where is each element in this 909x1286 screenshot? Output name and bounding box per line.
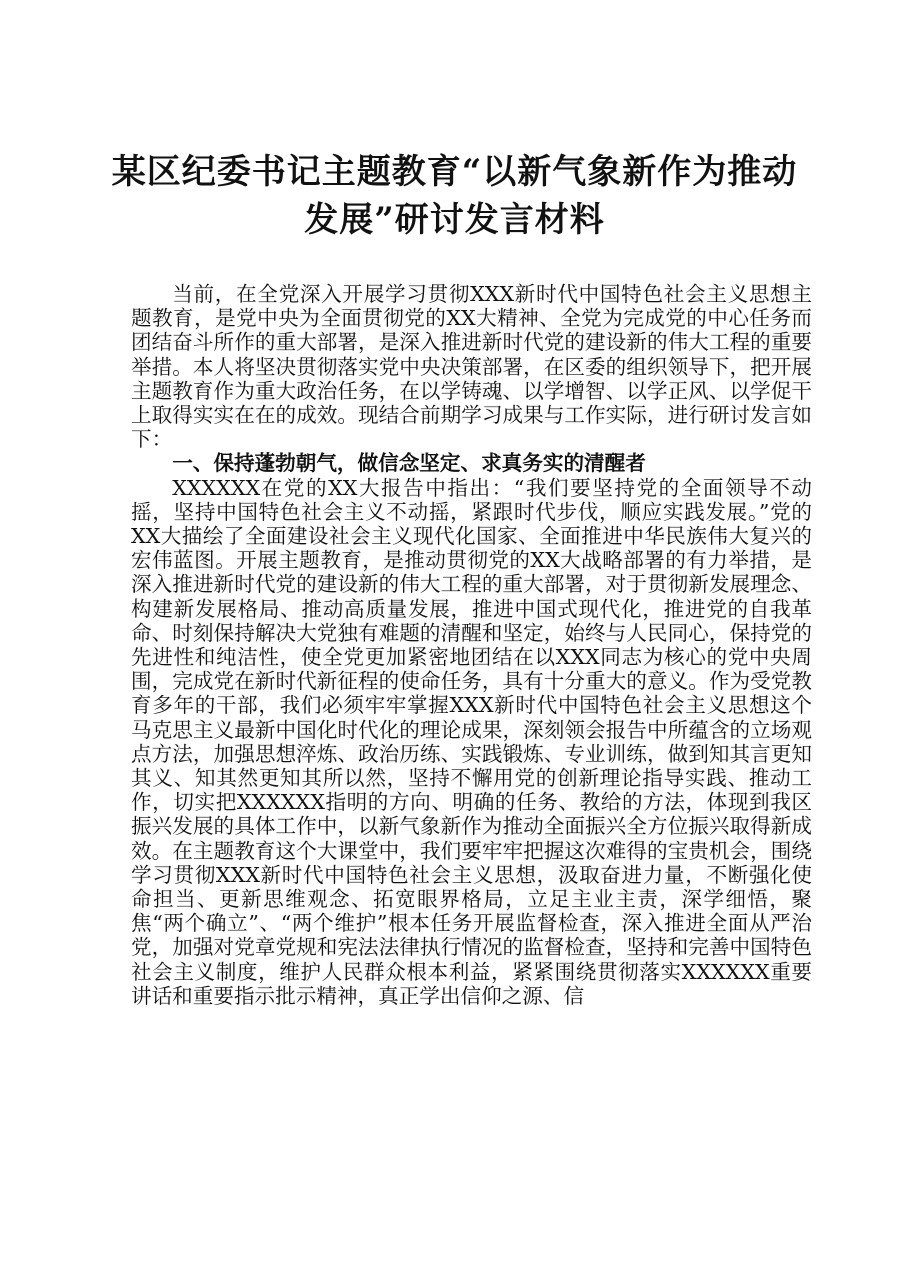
section-1-heading: 一、保持蓬勃朝气，做信念坚定、求真务实的清醒者 — [172, 451, 646, 476]
title-line-1: 某区纪委书记主题教育“以新气象新作为推动 — [111, 152, 798, 192]
document-body — [131, 282, 812, 1008]
title-line-2: 发展”研讨发言材料 — [304, 200, 605, 240]
section-1-paragraph: XXXXXX在党的XX大报告中指出：“我们要坚持党的全面领导不动摇，坚持中国特色社会主义不动摇，紧跟时代步伐，顺应实践发展。”党的XX大描绘了全面建设社会主义现代化国家、全面推进中华民族伟大复兴的宏伟蓝图。开展主题教育，是推动贯彻党的XX大战略部署的有力举措，是深入推进新时代党的建设新的伟大工程的重大部署，对于贯彻新发展理念、构建新发展格局、推动高质量发展，推进中国式现代化，推进党的自我革命、时刻保持解决大党独有难题的清醒和坚定，始终与人民同心，保持党的先进性和纯洁性，使全党更加紧密地团结在以XXX同志为核心的党中央周围，完成党在新时代新征程的使命任务，具有十分重大的意义。作为受党教育多年的干部，我们必须牢牢掌握XXX新时代中国特色社会主义思想这个马克思主义最新中国化时代化的理论成果，深刻领会报告中所蕴含的立场观点方法，加强思想淬炼、政治历练、实践锻炼、专业训练，做到知其言更知其义、知其然更知其所以然，坚持不懈用党的创新理论指导实践、推动工作，切实把XXXXXX指明的方向、明确的任务、教给的方法，体现到我区振兴发展的具体工作中，以新气象新作为推动全面振兴全方位振兴取得新成效。在主题教育这个大课堂中，我们要牢牢把握这次难得的宝贵机会，围绕学习贯彻XXX新时代中国特色社会主义思想，汲取奋进力量，不断强化使命担当、更新思维观念、拓宽眼界格局，立足主业主责，深学细悟，聚焦“两个确立”、“两个维护”根本任务开展监督检查，深入推进全面从严治党，加强对党章党规和宪法法律执行情况的监督检查，坚持和完善中国特色社会主义制度，维护人民群众根本利益，紧紧围绕贯彻落实XXXXXX重要讲话和重要指示批示精神，真正学出信仰之源、信 — [131, 475, 812, 1008]
intro-paragraph: 当前，在全党深入开展学习贯彻XXX新时代中国特色社会主义思想主题教育，是党中央为全面贯彻党的XX大精神、全党为完成党的中心任务而团结奋斗所作的重大部署，是深入推进新时代党的建设新的伟大工程的重要举措。本人将坚决贯彻落实党中央决策部署，在区委的组织领导下，把开展主题教育作为重大政治任务，在以学铸魂、以学增智、以学正风、以学促干上取得实实在在的成效。现结合前期学习成果与工作实际，进行研讨发言如下： — [131, 282, 812, 452]
document-title — [100, 148, 809, 244]
